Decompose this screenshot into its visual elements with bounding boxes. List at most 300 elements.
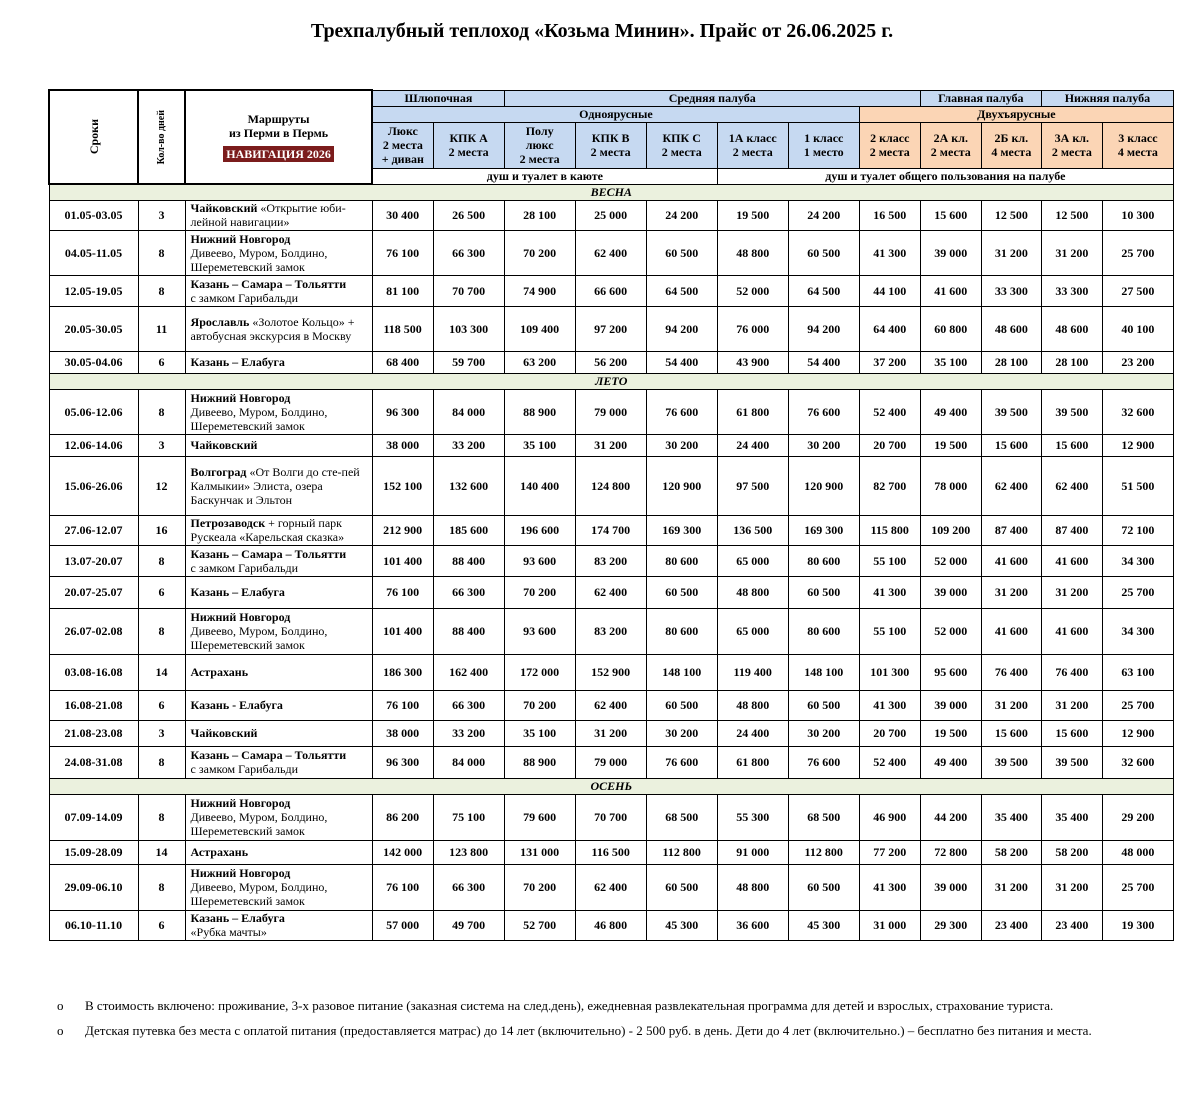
price-cell: 76 100 xyxy=(372,864,433,910)
price-cell: 33 200 xyxy=(433,720,504,746)
price-cell: 75 100 xyxy=(433,794,504,840)
price-cell: 52 400 xyxy=(859,389,920,434)
table-row xyxy=(49,434,1174,456)
price-cell: 80 600 xyxy=(646,545,717,576)
cruise-route xyxy=(185,275,372,306)
price-cell: 66 300 xyxy=(433,576,504,608)
cruise-route xyxy=(185,794,372,840)
cruise-days: 14 xyxy=(138,654,185,690)
price-cell: 70 700 xyxy=(575,794,646,840)
price-cell: 68 500 xyxy=(788,794,859,840)
price-cell: 76 600 xyxy=(788,389,859,434)
price-cell: 131 000 xyxy=(504,840,575,864)
price-cell: 44 100 xyxy=(859,275,920,306)
price-cell: 76 100 xyxy=(372,690,433,720)
price-cell: 72 800 xyxy=(920,840,981,864)
price-cell: 49 400 xyxy=(920,746,981,778)
bullet-icon: o xyxy=(57,998,64,1013)
price-cell: 15 600 xyxy=(1041,720,1102,746)
shower-in-cabin: душ и туалет в каюте xyxy=(372,168,717,184)
cruise-route xyxy=(185,351,372,373)
price-cell: 31 200 xyxy=(981,690,1041,720)
header-routes xyxy=(185,90,372,184)
price-cell: 54 400 xyxy=(788,351,859,373)
cruise-route xyxy=(185,608,372,654)
cruise-days: 8 xyxy=(138,794,185,840)
route-main: Казань – Елабуга xyxy=(190,355,285,369)
price-cell: 35 400 xyxy=(1041,794,1102,840)
price-cell: 19 500 xyxy=(920,720,981,746)
cabin-polulux: Полу люкс 2 места xyxy=(504,122,575,168)
price-cell: 109 400 xyxy=(504,306,575,351)
price-cell: 30 200 xyxy=(646,434,717,456)
price-cell: 63 200 xyxy=(504,351,575,373)
price-cell: 74 900 xyxy=(504,275,575,306)
price-cell: 172 000 xyxy=(504,654,575,690)
route-main: Казань – Елабуга xyxy=(190,911,285,925)
price-cell: 12 900 xyxy=(1102,720,1173,746)
price-cell: 61 800 xyxy=(717,389,788,434)
navigation-badge: НАВИГАЦИЯ 2026 xyxy=(223,146,334,162)
price-cell: 28 100 xyxy=(1041,351,1102,373)
price-cell: 32 600 xyxy=(1102,389,1173,434)
price-cell: 41 300 xyxy=(859,864,920,910)
price-cell: 20 700 xyxy=(859,434,920,456)
price-cell: 39 000 xyxy=(920,864,981,910)
price-cell: 76 100 xyxy=(372,230,433,275)
price-cell: 84 000 xyxy=(433,746,504,778)
header-dates xyxy=(49,90,138,184)
price-cell: 60 500 xyxy=(788,576,859,608)
price-cell: 76 100 xyxy=(372,576,433,608)
cruise-days: 8 xyxy=(138,389,185,434)
price-cell: 48 000 xyxy=(1102,840,1173,864)
price-cell: 31 200 xyxy=(1041,576,1102,608)
price-cell: 19 500 xyxy=(717,200,788,230)
price-cell: 39 500 xyxy=(1041,746,1102,778)
cruise-dates: 27.06-12.07 xyxy=(49,515,138,545)
price-cell: 23 400 xyxy=(1041,910,1102,940)
price-cell: 77 200 xyxy=(859,840,920,864)
price-cell: 39 000 xyxy=(920,690,981,720)
price-cell: 62 400 xyxy=(575,690,646,720)
price-cell: 123 800 xyxy=(433,840,504,864)
price-cell: 76 000 xyxy=(717,306,788,351)
cruise-days: 6 xyxy=(138,910,185,940)
price-cell: 39 500 xyxy=(981,389,1041,434)
price-cell: 66 300 xyxy=(433,864,504,910)
note-text: В стоимость включено: проживание, 3-х разовое питание (заказная система на след.день), ежедневная развлекательная программа для детей и взрослых, страхование туриста. xyxy=(85,998,1054,1013)
price-cell: 62 400 xyxy=(981,456,1041,515)
price-cell: 97 500 xyxy=(717,456,788,515)
cruise-route xyxy=(185,654,372,690)
route-main: Нижний Новгород xyxy=(190,390,291,405)
price-cell: 48 800 xyxy=(717,576,788,608)
price-cell: 142 000 xyxy=(372,840,433,864)
route-main: Казань - Елабуга xyxy=(190,698,283,712)
table-row xyxy=(49,230,1174,275)
price-cell: 118 500 xyxy=(372,306,433,351)
price-cell: 41 300 xyxy=(859,576,920,608)
price-cell: 31 000 xyxy=(859,910,920,940)
cruise-dates: 20.07-25.07 xyxy=(49,576,138,608)
price-cell: 62 400 xyxy=(575,576,646,608)
price-cell: 174 700 xyxy=(575,515,646,545)
price-cell: 27 500 xyxy=(1102,275,1173,306)
price-cell: 70 700 xyxy=(433,275,504,306)
price-cell: 64 400 xyxy=(859,306,920,351)
price-cell: 70 200 xyxy=(504,690,575,720)
cruise-dates: 26.07-02.08 xyxy=(49,608,138,654)
price-cell: 34 300 xyxy=(1102,608,1173,654)
price-cell: 76 400 xyxy=(1041,654,1102,690)
cruise-dates: 15.06-26.06 xyxy=(49,456,138,515)
price-cell: 35 100 xyxy=(920,351,981,373)
price-cell: 15 600 xyxy=(981,720,1041,746)
price-cell: 56 200 xyxy=(575,351,646,373)
price-cell: 30 200 xyxy=(788,434,859,456)
price-cell: 63 100 xyxy=(1102,654,1173,690)
route-main: Петрозаводск xyxy=(190,516,266,530)
cruise-days: 3 xyxy=(138,434,185,456)
route-main: Чайковский xyxy=(190,726,258,740)
bullet-icon: o xyxy=(57,1023,64,1038)
price-cell: 41 600 xyxy=(981,545,1041,576)
cruise-days: 8 xyxy=(138,545,185,576)
cruise-dates: 04.05-11.05 xyxy=(49,230,138,275)
cruise-dates: 16.08-21.08 xyxy=(49,690,138,720)
price-cell: 23 400 xyxy=(981,910,1041,940)
cruise-days: 8 xyxy=(138,230,185,275)
price-cell: 88 400 xyxy=(433,608,504,654)
cabin-3: 3 класс 4 места xyxy=(1102,122,1173,168)
price-cell: 36 600 xyxy=(717,910,788,940)
cruise-dates: 03.08-16.08 xyxy=(49,654,138,690)
cruise-route xyxy=(185,456,372,515)
price-cell: 64 500 xyxy=(788,275,859,306)
route-details: Дивеево, Муром, Болдино, Шереметевский замок xyxy=(190,810,328,838)
price-cell: 12 500 xyxy=(981,200,1041,230)
price-cell: 109 200 xyxy=(920,515,981,545)
price-cell: 35 100 xyxy=(504,434,575,456)
price-cell: 24 400 xyxy=(717,720,788,746)
price-cell: 25 700 xyxy=(1102,230,1173,275)
price-cell: 169 300 xyxy=(646,515,717,545)
cabin-kpk-b: КПК В 2 места xyxy=(575,122,646,168)
cruise-route xyxy=(185,306,372,351)
price-cell: 49 700 xyxy=(433,910,504,940)
price-cell: 10 300 xyxy=(1102,200,1173,230)
price-cell: 65 000 xyxy=(717,608,788,654)
price-cell: 60 500 xyxy=(646,690,717,720)
route-main: Астрахань xyxy=(190,665,249,679)
price-cell: 148 100 xyxy=(646,654,717,690)
price-cell: 33 300 xyxy=(981,275,1041,306)
cruise-route xyxy=(185,746,372,778)
route-details: «Открытие юби-лейной навигации» xyxy=(190,201,346,229)
price-cell: 40 100 xyxy=(1102,306,1173,351)
price-cell: 62 400 xyxy=(575,864,646,910)
season-label: ЛЕТО xyxy=(49,373,1174,389)
cabin-1: 1 класс 1 место xyxy=(788,122,859,168)
cruise-route xyxy=(185,545,372,576)
price-cell: 97 200 xyxy=(575,306,646,351)
price-cell: 101 400 xyxy=(372,608,433,654)
route-details: Дивеево, Муром, Болдино, Шереметевский замок xyxy=(190,404,328,433)
price-cell: 148 100 xyxy=(788,654,859,690)
price-cell: 84 000 xyxy=(433,389,504,434)
cruise-dates: 01.05-03.05 xyxy=(49,200,138,230)
price-cell: 49 400 xyxy=(920,389,981,434)
cruise-days: 11 xyxy=(138,306,185,351)
cabin-1a: 1А класс 2 места xyxy=(717,122,788,168)
route-main: Астрахань xyxy=(190,845,249,859)
price-cell: 25 700 xyxy=(1102,864,1173,910)
price-cell: 60 800 xyxy=(920,306,981,351)
price-cell: 80 600 xyxy=(788,608,859,654)
table-row xyxy=(49,515,1174,545)
price-cell: 66 300 xyxy=(433,690,504,720)
price-cell: 55 100 xyxy=(859,545,920,576)
cruise-route xyxy=(185,840,372,864)
note-item xyxy=(57,995,1167,1017)
route-main: Ярославль xyxy=(190,314,250,329)
price-cell: 115 800 xyxy=(859,515,920,545)
price-cell: 124 800 xyxy=(575,456,646,515)
cruise-route xyxy=(185,389,372,434)
price-cell: 19 300 xyxy=(1102,910,1173,940)
cruise-dates: 29.09-06.10 xyxy=(49,864,138,910)
price-cell: 94 200 xyxy=(788,306,859,351)
route-main: Казань – Самара – Тольятти xyxy=(190,276,347,291)
table-row xyxy=(49,306,1174,351)
season-row xyxy=(49,184,1174,200)
price-cell: 83 200 xyxy=(575,545,646,576)
price-cell: 70 200 xyxy=(504,576,575,608)
price-cell: 101 300 xyxy=(859,654,920,690)
price-cell: 140 400 xyxy=(504,456,575,515)
price-cell: 15 600 xyxy=(920,200,981,230)
header-routes-line2: из Перми в Пермь xyxy=(229,126,329,140)
table-row xyxy=(49,351,1174,373)
cruise-dates: 15.09-28.09 xyxy=(49,840,138,864)
price-cell: 60 500 xyxy=(788,864,859,910)
price-cell: 31 200 xyxy=(575,720,646,746)
price-cell: 39 500 xyxy=(1041,389,1102,434)
route-main: Нижний Новгород xyxy=(190,796,291,810)
cabin-kpk-a: КПК А 2 места xyxy=(433,122,504,168)
price-cell: 57 000 xyxy=(372,910,433,940)
route-main: Казань – Елабуга xyxy=(190,585,285,599)
cruise-route xyxy=(185,434,372,456)
price-cell: 48 800 xyxy=(717,690,788,720)
price-cell: 76 400 xyxy=(981,654,1041,690)
route-main: Волгоград xyxy=(190,464,247,479)
price-cell: 51 500 xyxy=(1102,456,1173,515)
price-cell: 112 800 xyxy=(788,840,859,864)
cruise-days: 6 xyxy=(138,351,185,373)
price-cell: 79 600 xyxy=(504,794,575,840)
price-cell: 169 300 xyxy=(788,515,859,545)
price-cell: 82 700 xyxy=(859,456,920,515)
route-details: с замком Гарибальди xyxy=(190,560,299,575)
table-row xyxy=(49,720,1174,746)
cabin-kpk-c: КПК С 2 места xyxy=(646,122,717,168)
price-cell: 31 200 xyxy=(981,576,1041,608)
price-cell: 25 700 xyxy=(1102,576,1173,608)
price-cell: 52 000 xyxy=(920,545,981,576)
cabin-2a: 2А кл. 2 места xyxy=(920,122,981,168)
price-cell: 41 600 xyxy=(1041,608,1102,654)
price-cell: 32 600 xyxy=(1102,746,1173,778)
price-cell: 86 200 xyxy=(372,794,433,840)
season-label: ОСЕНЬ xyxy=(49,778,1174,794)
price-cell: 94 200 xyxy=(646,306,717,351)
table-row xyxy=(49,389,1174,434)
price-cell: 30 200 xyxy=(646,720,717,746)
price-cell: 79 000 xyxy=(575,746,646,778)
table-row xyxy=(49,456,1174,515)
price-cell: 91 000 xyxy=(717,840,788,864)
price-cell: 119 400 xyxy=(717,654,788,690)
price-cell: 38 000 xyxy=(372,434,433,456)
price-cell: 30 200 xyxy=(788,720,859,746)
price-cell: 68 400 xyxy=(372,351,433,373)
price-cell: 62 400 xyxy=(575,230,646,275)
price-cell: 48 800 xyxy=(717,230,788,275)
price-cell: 45 300 xyxy=(646,910,717,940)
price-cell: 81 100 xyxy=(372,275,433,306)
cruise-days: 6 xyxy=(138,576,185,608)
route-details: + горный парк Рускеала «Карельская сказка» xyxy=(190,516,345,544)
route-main: Чайковский xyxy=(190,438,258,452)
deck-main: Главная палуба xyxy=(920,90,1041,106)
cruise-dates: 12.06-14.06 xyxy=(49,434,138,456)
price-cell: 96 300 xyxy=(372,746,433,778)
cruise-days: 8 xyxy=(138,275,185,306)
price-cell: 88 400 xyxy=(433,545,504,576)
route-details: Дивеево, Муром, Болдино, Шереметевский замок xyxy=(190,880,328,908)
price-cell: 112 800 xyxy=(646,840,717,864)
cruise-route xyxy=(185,200,372,230)
cruise-route xyxy=(185,910,372,940)
cabin-2b: 2Б кл. 4 места xyxy=(981,122,1041,168)
table-body xyxy=(49,184,1174,940)
route-details: «Рубка мачты» xyxy=(190,925,267,939)
table-row xyxy=(49,608,1174,654)
price-cell: 35 100 xyxy=(504,720,575,746)
price-cell: 39 500 xyxy=(981,746,1041,778)
cruise-days: 8 xyxy=(138,746,185,778)
price-cell: 96 300 xyxy=(372,389,433,434)
header-days-label: Кол-во дней xyxy=(155,109,167,165)
price-cell: 12 500 xyxy=(1041,200,1102,230)
price-cell: 62 400 xyxy=(1041,456,1102,515)
table-row xyxy=(49,794,1174,840)
price-cell: 70 200 xyxy=(504,864,575,910)
price-cell: 30 400 xyxy=(372,200,433,230)
cruise-days: 14 xyxy=(138,840,185,864)
price-cell: 48 800 xyxy=(717,864,788,910)
table-row xyxy=(49,200,1174,230)
price-cell: 212 900 xyxy=(372,515,433,545)
price-cell: 48 600 xyxy=(1041,306,1102,351)
price-cell: 60 500 xyxy=(646,230,717,275)
cruise-days: 16 xyxy=(138,515,185,545)
price-cell: 39 000 xyxy=(920,230,981,275)
cruise-days: 3 xyxy=(138,200,185,230)
cruise-route xyxy=(185,864,372,910)
price-cell: 12 900 xyxy=(1102,434,1173,456)
price-table xyxy=(48,89,1174,941)
price-cell: 162 400 xyxy=(433,654,504,690)
cruise-route xyxy=(185,230,372,275)
table-row xyxy=(49,840,1174,864)
price-cell: 83 200 xyxy=(575,608,646,654)
route-main: Нижний Новгород xyxy=(190,866,291,880)
cruise-route xyxy=(185,576,372,608)
price-cell: 132 600 xyxy=(433,456,504,515)
shower-shared: душ и туалет общего пользования на палубе xyxy=(717,168,1173,184)
table-row xyxy=(49,690,1174,720)
price-cell: 152 900 xyxy=(575,654,646,690)
price-cell: 68 500 xyxy=(646,794,717,840)
price-cell: 31 200 xyxy=(1041,690,1102,720)
route-details: Дивеево, Муром, Болдино, Шереметевский замок xyxy=(190,624,328,652)
cruise-dates: 06.10-11.10 xyxy=(49,910,138,940)
price-cell: 29 200 xyxy=(1102,794,1173,840)
price-cell: 103 300 xyxy=(433,306,504,351)
price-cell: 19 500 xyxy=(920,434,981,456)
price-cell: 79 000 xyxy=(575,389,646,434)
price-cell: 59 700 xyxy=(433,351,504,373)
price-cell: 78 000 xyxy=(920,456,981,515)
price-cell: 41 300 xyxy=(859,690,920,720)
header-routes-line1: Маршруты xyxy=(247,112,310,126)
cruise-dates: 24.08-31.08 xyxy=(49,746,138,778)
cruise-dates: 21.08-23.08 xyxy=(49,720,138,746)
price-cell: 46 900 xyxy=(859,794,920,840)
cruise-dates: 30.05-04.06 xyxy=(49,351,138,373)
price-cell: 25 700 xyxy=(1102,690,1173,720)
cruise-days: 6 xyxy=(138,690,185,720)
deck-lower: Нижняя палуба xyxy=(1041,90,1173,106)
price-cell: 41 600 xyxy=(1041,545,1102,576)
table-row xyxy=(49,746,1174,778)
price-cell: 101 400 xyxy=(372,545,433,576)
table-header xyxy=(49,90,1174,184)
tier-double: Двухъярусные xyxy=(859,106,1173,122)
price-cell: 28 100 xyxy=(981,351,1041,373)
cruise-days: 3 xyxy=(138,720,185,746)
table-row xyxy=(49,545,1174,576)
price-cell: 38 000 xyxy=(372,720,433,746)
price-cell: 60 500 xyxy=(646,576,717,608)
price-cell: 45 300 xyxy=(788,910,859,940)
price-cell: 58 200 xyxy=(1041,840,1102,864)
price-cell: 72 100 xyxy=(1102,515,1173,545)
price-cell: 31 200 xyxy=(1041,230,1102,275)
tier-single: Одноярусные xyxy=(372,106,859,122)
price-cell: 87 400 xyxy=(1041,515,1102,545)
header-dates-label: Сроки xyxy=(86,119,101,155)
price-cell: 48 600 xyxy=(981,306,1041,351)
note-item xyxy=(57,1020,1167,1042)
price-cell: 186 300 xyxy=(372,654,433,690)
price-cell: 41 300 xyxy=(859,230,920,275)
price-cell: 66 300 xyxy=(433,230,504,275)
price-cell: 37 200 xyxy=(859,351,920,373)
